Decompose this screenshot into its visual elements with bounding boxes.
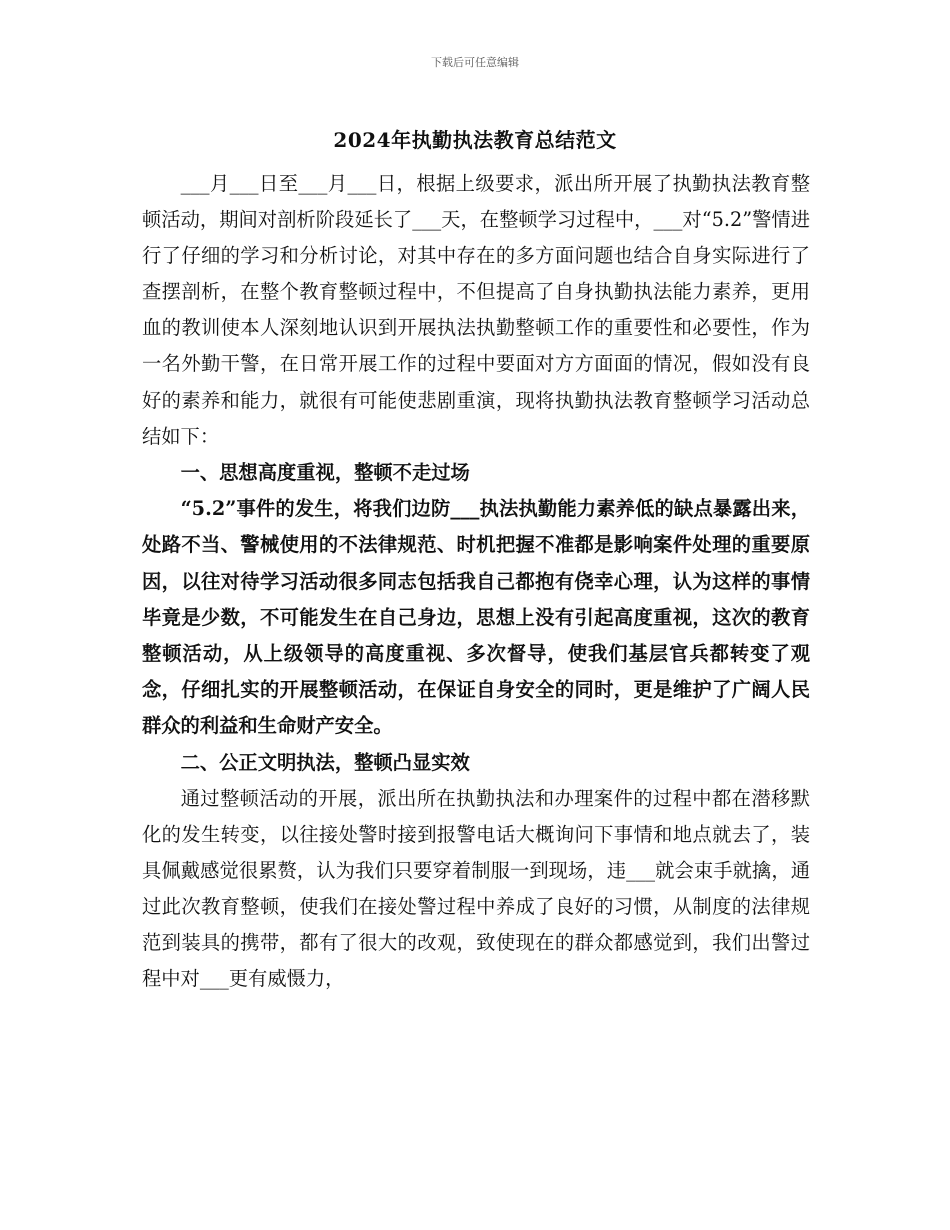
document-title: 2024年执勤执法教育总结范文 [333,128,617,152]
section-heading-1: 一、思想高度重视，整顿不走过场 [180,461,470,485]
section-heading-2: 二、公正文明执法，整顿凸显实效 [180,750,470,774]
document-body [142,166,810,997]
page-header-note: 下载后可任意编辑 [431,56,519,69]
intro-paragraph: ___月___日至___月___日，根据上级要求，派出所开展了执勤执法教育整顿活动，期间对剖析阶段延长了___天，在整顿学习过程中，___对“5.2”警情进行了仔细的学习和分析讨论，对其中存在的多方面问题也结合自身实际进行了查摆剖析，在整个教育整顿过程中，不但提高了自身执勤执法能力素养，更用血的教训使本人深刻地认识到开展执法执勤整顿工作的重要性和必要性，作为一名外勤干警，在日常开展工作的过程中要面对方方面面的情况，假如没有良好的素养和能力，就很有可能使悲剧重演，现将执勤执法教育整顿学习活动总结如下： [142,172,810,448]
section-1-paragraph: “5.2”事件的发生，将我们边防___执法执勤能力素养低的缺点暴露出来，处路不当、警械使用的不法律规范、时机把握不准都是影响案件处理的重要原因，以往对待学习活动很多同志包括我自己都抱有侥幸心理，认为这样的事情毕竟是少数，不可能发生在自己身边，思想上没有引起高度重视，这次的教育整顿活动，从上级领导的高度重视、多次督导，使我们基层官兵都转变了观念，仔细扎实的开展整顿活动，在保证自身安全的同时，更是维护了广阔人民群众的利益和生命财产安全。 [142,497,810,737]
section-2-paragraph: 通过整顿活动的开展，派出所在执勤执法和办理案件的过程中都在潜移默化的发生转变，以往接处警时接到报警电话大概询问下事情和地点就去了，装具佩戴感觉很累赘，认为我们只要穿着制服一到现场，违___就会束手就擒，通过此次教育整顿，使我们在接处警过程中养成了良好的习惯，从制度的法律规范到装具的携带，都有了很大的改观，致使现在的群众都感觉到，我们出警过程中对___更有威慑力， [142,786,810,991]
